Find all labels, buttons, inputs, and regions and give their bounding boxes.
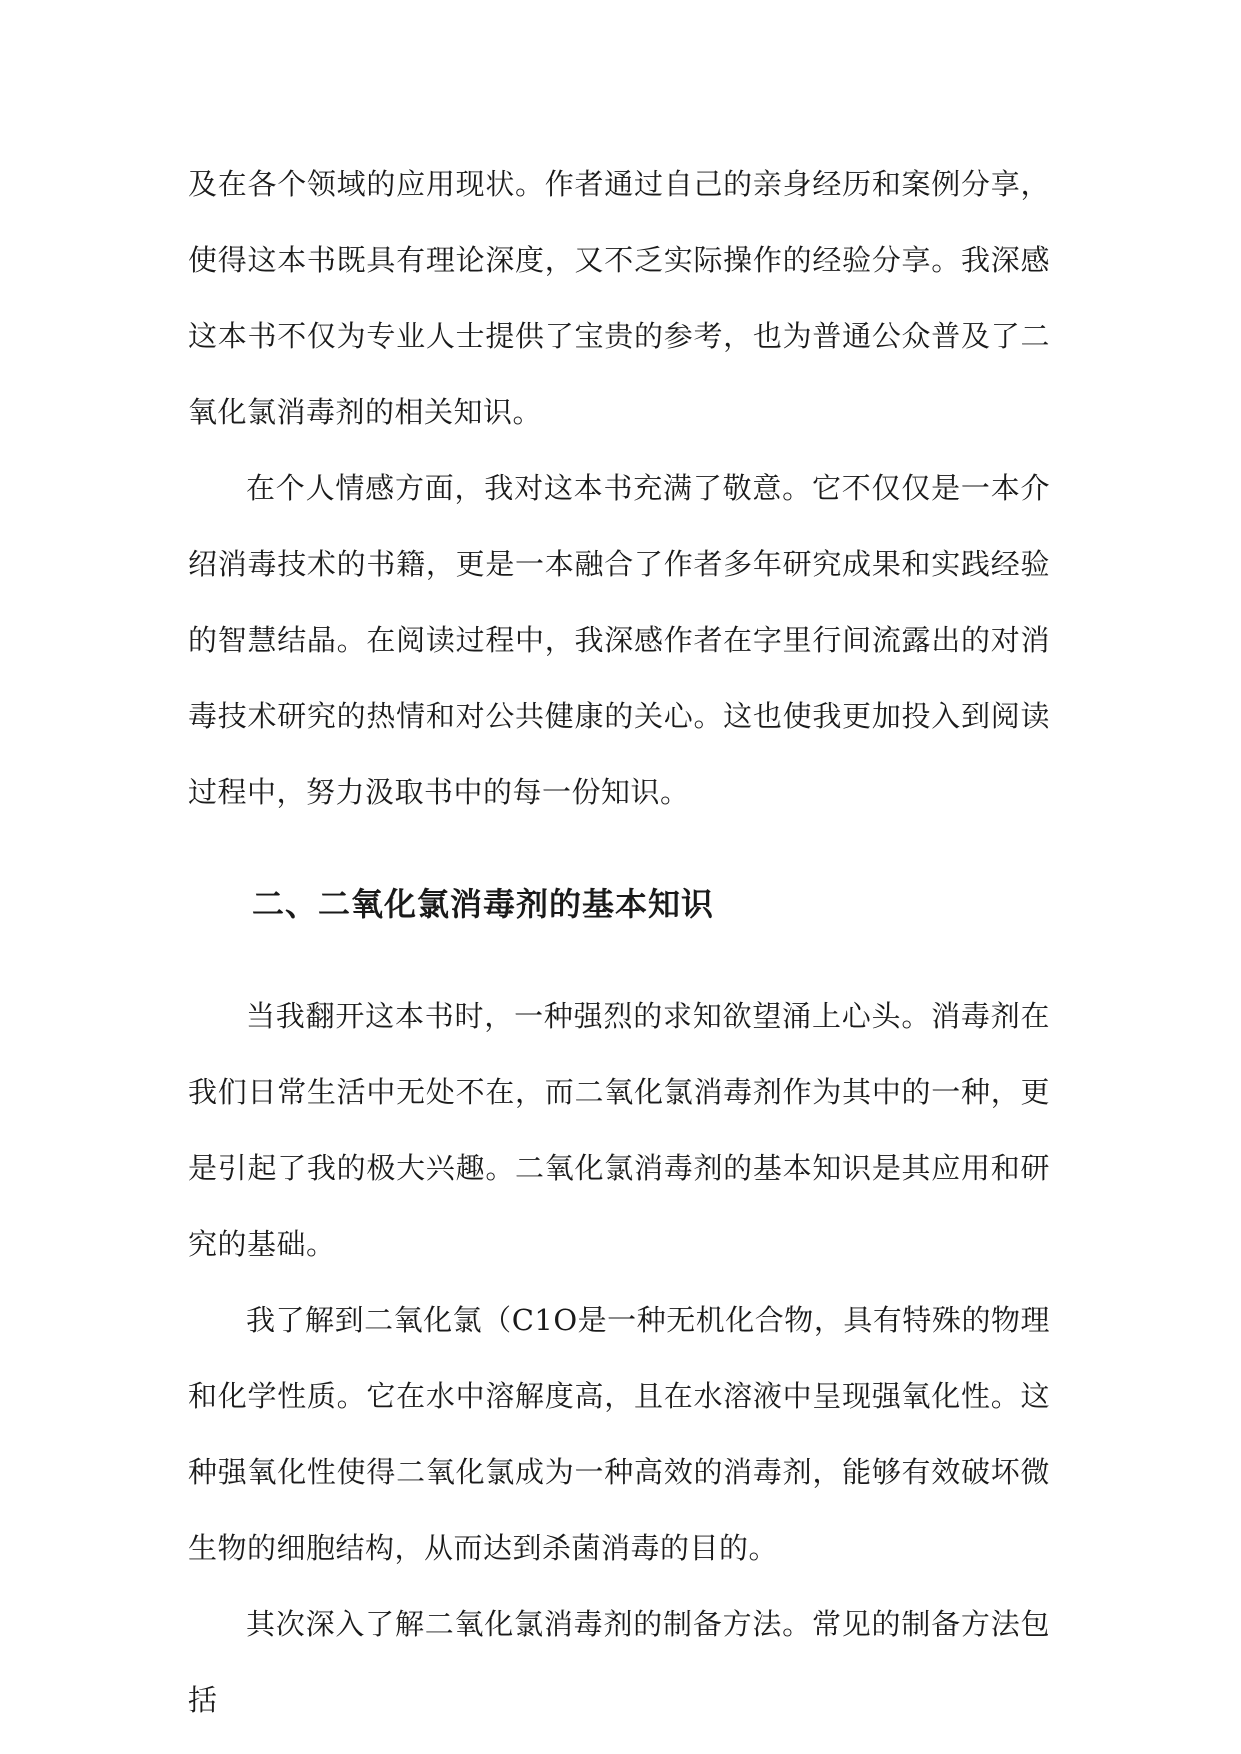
body-paragraph: 在个人情感方面，我对这本书充满了敬意。它不仅仅是一本介绍消毒技术的书籍，更是一本融合了作者多年研究成果和实践经验的智慧结晶。在阅读过程中，我深感作者在字里行间流露出的对消毒技术研究的热情和对公共健康的关心。这也使我更加投入到阅读过程中，努力汲取书中的每一份知识。: [188, 471, 1050, 809]
body-paragraph: 及在各个领域的应用现状。作者通过自己的亲身经历和案例分享，使得这本书既具有理论深度，又不乏实际操作的经验分享。我深感这本书不仅为专业人士提供了宝贵的参考，也为普通公众普及了二氧化氯消毒剂的相关知识。: [188, 167, 1050, 429]
body-paragraph: 当我翻开这本书时，一种强烈的求知欲望涌上心头。消毒剂在我们日常生活中无处不在，而二氧化氯消毒剂作为其中的一种，更是引起了我的极大兴趣。二氧化氯消毒剂的基本知识是其应用和研究的基础。: [188, 999, 1050, 1261]
body-paragraph: 其次深入了解二氧化氯消毒剂的制备方法。常见的制备方法包括: [188, 1607, 1050, 1717]
body-paragraph: 我了解到二氧化氯（C1O是一种无机化合物，具有特殊的物理和化学性质。它在水中溶解度高，且在水溶液中呈现强氧化性。这种强氧化性使得二氧化氯成为一种高效的消毒剂，能够有效破坏微生物的细胞结构，从而达到杀菌消毒的目的。: [188, 1303, 1050, 1565]
section-heading: 二、二氧化氯消毒剂的基本知识: [252, 885, 715, 923]
document-body: [188, 146, 1050, 1738]
